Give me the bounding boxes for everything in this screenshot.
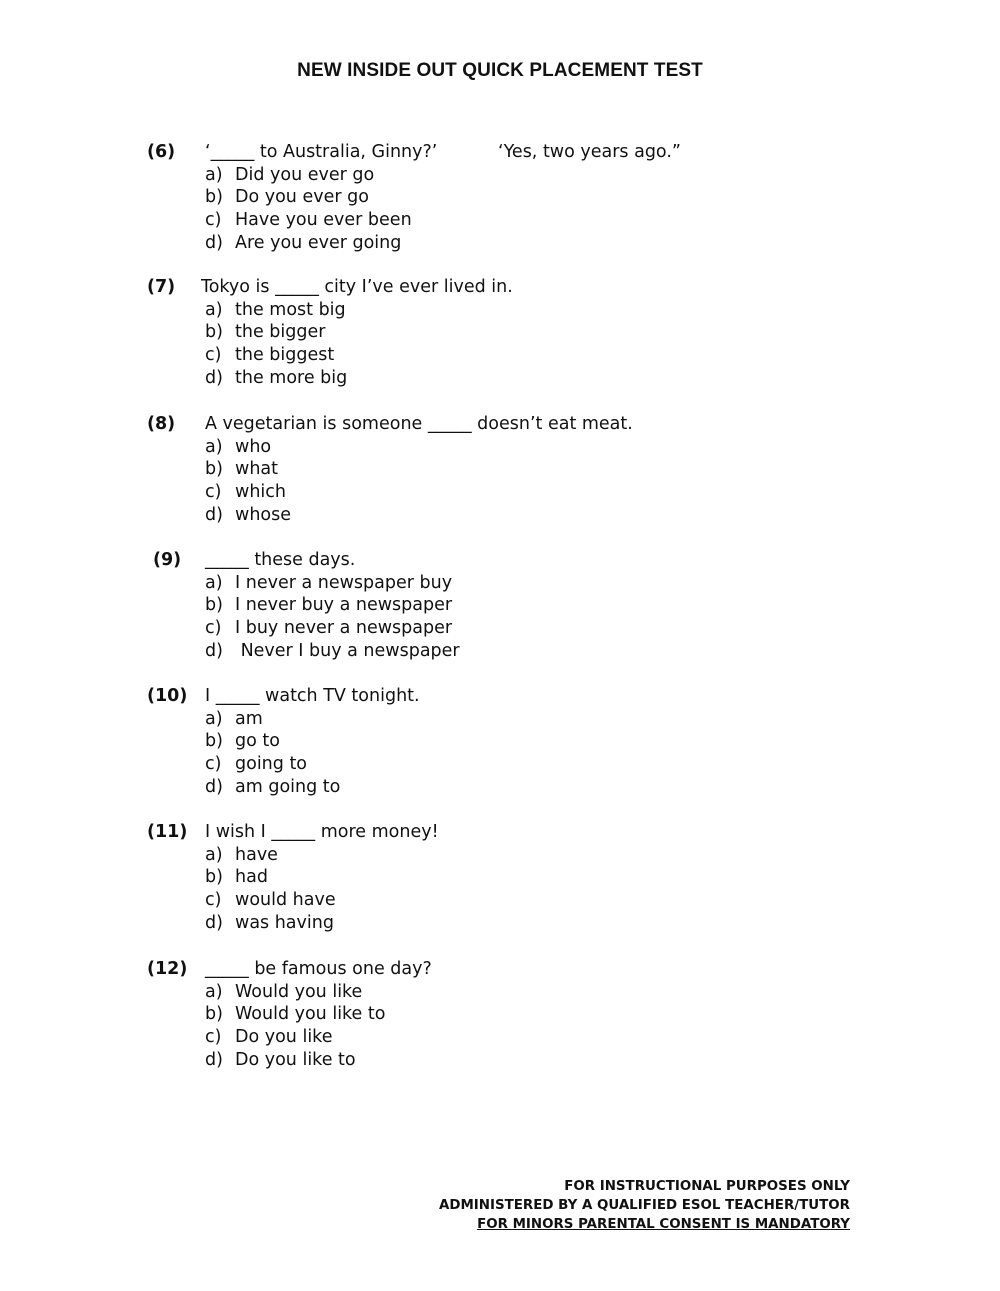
option-letter: d)	[205, 912, 223, 933]
option-letter: b)	[205, 322, 223, 343]
question-number: (12)	[147, 959, 188, 979]
option-text: am	[235, 708, 263, 729]
option-text: which	[235, 482, 286, 503]
option-text: am going to	[235, 776, 341, 797]
option-text: who	[235, 436, 272, 457]
option-letter: b)	[205, 867, 223, 888]
option-letter: c)	[205, 482, 222, 503]
answer-option[interactable]	[205, 708, 263, 731]
option-text: whose	[235, 504, 291, 525]
answer-option[interactable]	[205, 1026, 332, 1049]
question-number: (7)	[147, 277, 176, 297]
answer-option[interactable]	[205, 912, 334, 935]
option-letter: d)	[205, 504, 223, 525]
option-letter: a)	[205, 981, 223, 1002]
question-number: (10)	[147, 686, 188, 706]
option-text: Do you like	[235, 1027, 333, 1048]
answer-option[interactable]	[205, 866, 268, 889]
option-text: Do you like to	[235, 1049, 356, 1070]
option-letter: b)	[205, 731, 223, 752]
option-text: Never I buy a newspaper	[235, 640, 460, 661]
answer-option[interactable]	[205, 730, 280, 753]
option-text: the most big	[235, 299, 346, 320]
answer-option[interactable]	[205, 889, 336, 912]
option-text: go to	[235, 731, 280, 752]
option-letter: a)	[205, 844, 223, 865]
answer-option[interactable]	[205, 844, 278, 867]
option-text: Did you ever go	[235, 164, 375, 185]
option-text: Do you ever go	[235, 187, 369, 208]
option-text: Would you like	[235, 981, 363, 1002]
answer-option[interactable]	[205, 164, 374, 187]
answer-option[interactable]	[205, 572, 452, 595]
answer-option[interactable]	[205, 232, 401, 255]
question-text: I _____ watch TV tonight.	[205, 686, 420, 706]
answer-option[interactable]	[205, 1003, 385, 1026]
option-letter: d)	[205, 640, 223, 661]
option-letter: b)	[205, 187, 223, 208]
option-letter: c)	[205, 210, 222, 231]
question-text: A vegetarian is someone _____ doesn’t eat meat.	[205, 414, 633, 434]
option-letter: a)	[205, 299, 223, 320]
option-letter: d)	[205, 367, 223, 388]
question-text: ‘_____ to Australia, Ginny?’	[205, 142, 438, 162]
option-letter: c)	[205, 754, 222, 775]
answer-option[interactable]	[205, 504, 291, 527]
answer-option[interactable]	[205, 344, 334, 367]
answer-option[interactable]	[205, 753, 307, 776]
answer-option[interactable]	[205, 981, 362, 1004]
option-letter: a)	[205, 572, 223, 593]
answer-option[interactable]	[205, 367, 347, 390]
question-number: (6)	[147, 142, 176, 162]
option-letter: d)	[205, 1049, 223, 1070]
option-letter: c)	[205, 345, 222, 366]
option-text: had	[235, 867, 268, 888]
option-text: Would you like to	[235, 1004, 386, 1025]
option-text: was having	[235, 912, 334, 933]
option-letter: c)	[205, 890, 222, 911]
answer-option[interactable]	[205, 321, 325, 344]
answer-option[interactable]	[205, 617, 452, 640]
footer-line-administered: ADMINISTERED BY A QUALIFIED ESOL TEACHER/TUTOR	[438, 1198, 850, 1213]
footer-line-instructional: FOR INSTRUCTIONAL PURPOSES ONLY	[564, 1179, 850, 1194]
option-text: I buy never a newspaper	[235, 618, 453, 639]
option-letter: c)	[205, 1027, 222, 1048]
option-letter: b)	[205, 1004, 223, 1025]
answer-option[interactable]	[205, 640, 460, 663]
option-text: I never a newspaper buy	[235, 572, 453, 593]
option-text: the biggest	[235, 345, 335, 366]
option-text: what	[235, 459, 278, 480]
option-text: going to	[235, 754, 308, 775]
question-text: _____ be famous one day?	[205, 959, 432, 979]
answer-option[interactable]	[205, 776, 340, 799]
option-text: Are you ever going	[235, 232, 402, 253]
option-letter: d)	[205, 776, 223, 797]
option-letter: c)	[205, 618, 222, 639]
option-letter: a)	[205, 436, 223, 457]
answer-option[interactable]	[205, 1049, 356, 1072]
option-letter: a)	[205, 164, 223, 185]
footer-notice	[439, 1177, 850, 1234]
footer-line-consent: FOR MINORS PARENTAL CONSENT IS MANDATORY	[477, 1217, 850, 1232]
answer-option[interactable]	[205, 436, 271, 459]
option-letter: b)	[205, 459, 223, 480]
page-title: NEW INSIDE OUT QUICK PLACEMENT TEST	[297, 60, 703, 81]
question-response-text: ‘Yes, two years ago.”	[498, 142, 681, 162]
question-number: (11)	[147, 822, 188, 842]
question-number: (8)	[147, 414, 176, 434]
option-letter: b)	[205, 595, 223, 616]
question-text: Tokyo is _____ city I’ve ever lived in.	[201, 277, 513, 297]
answer-option[interactable]	[205, 481, 286, 504]
option-letter: d)	[205, 232, 223, 253]
question-text: I wish I _____ more money!	[205, 822, 439, 842]
option-text: the more big	[235, 367, 348, 388]
answer-option[interactable]	[205, 209, 412, 232]
option-text: Have you ever been	[235, 210, 412, 231]
option-text: the bigger	[235, 322, 326, 343]
option-text: would have	[235, 890, 336, 911]
option-text: I never buy a newspaper	[235, 595, 453, 616]
answer-option[interactable]	[205, 458, 278, 481]
question-text: _____ these days.	[205, 550, 356, 570]
question-number: (9)	[153, 550, 182, 570]
answer-option[interactable]	[205, 186, 369, 209]
answer-option[interactable]	[205, 594, 452, 617]
option-letter: a)	[205, 708, 223, 729]
option-text: have	[235, 844, 278, 865]
answer-option[interactable]	[205, 299, 346, 322]
